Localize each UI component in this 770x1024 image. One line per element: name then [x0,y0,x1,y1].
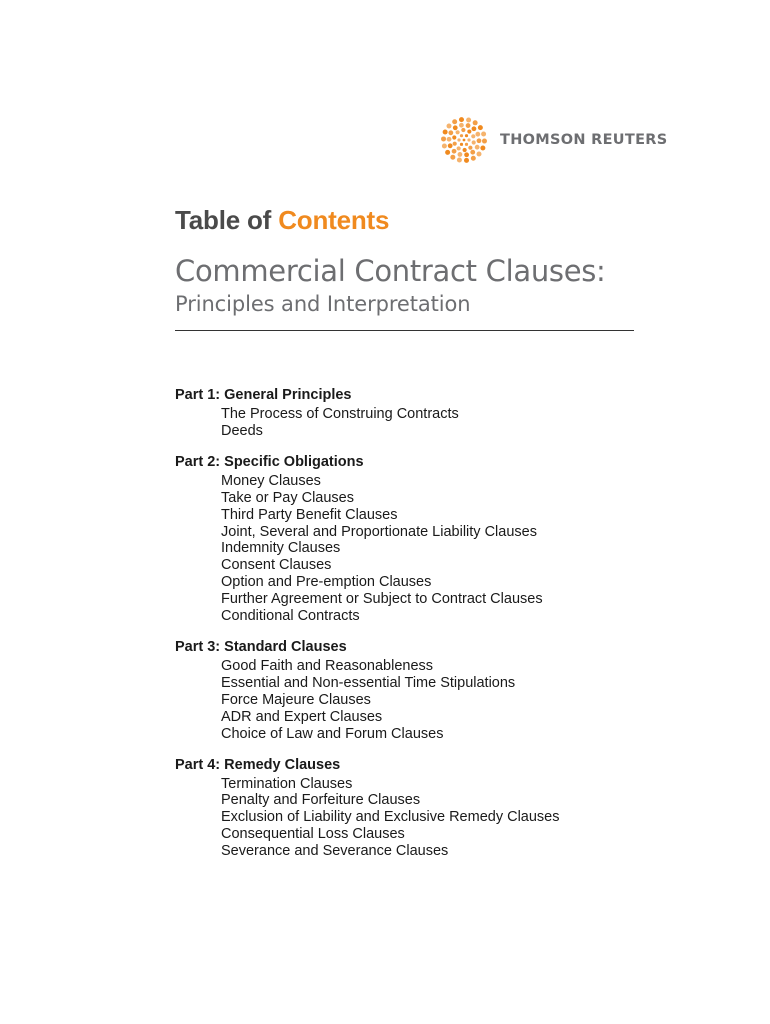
book-subtitle: Principles and Interpretation [175,292,471,316]
toc-part [175,756,735,861]
part-item-list [175,776,735,861]
part-title: Part 4: Remedy Clauses [175,756,341,773]
toc-heading-accent: Contents [278,205,390,235]
toc-entry: Deeds [221,422,263,439]
book-title: Commercial Contract Clauses: [175,254,606,288]
toc-entry: Indemnity Clauses [221,540,341,557]
table-of-contents [175,386,735,873]
toc-entry: Take or Pay Clauses [221,489,354,506]
part-title: Part 3: Standard Clauses [175,638,347,655]
thomson-reuters-logo [438,116,667,164]
part-item-list [175,406,735,440]
toc-entry: ADR and Expert Clauses [221,708,383,725]
toc-entry: Essential and Non-essential Time Stipulations [221,674,516,691]
toc-entry: Choice of Law and Forum Clauses [221,725,444,742]
toc-entry: Further Agreement or Subject to Contract Clauses [221,591,543,608]
toc-part [175,386,735,440]
part-title: Part 2: Specific Obligations [175,453,364,470]
toc-entry: The Process of Construing Contracts [221,406,459,422]
toc-part [175,453,735,625]
part-item-list [175,658,735,743]
toc-entry: Exclusion of Liability and Exclusive Remedy Clauses [221,809,560,826]
toc-entry: Force Majeure Clauses [221,691,371,708]
logo-text: THOMSON REUTERS [500,132,668,148]
title-divider [175,330,634,331]
toc-heading [175,205,389,236]
toc-entry: Conditional Contracts [221,608,360,625]
toc-entry: Money Clauses [221,472,321,489]
toc-entry: Third Party Benefit Clauses [221,506,398,523]
toc-entry: Severance and Severance Clauses [221,843,449,860]
toc-part [175,638,735,743]
toc-entry: Penalty and Forfeiture Clauses [221,792,421,809]
toc-entry: Joint, Several and Proportionate Liability Clauses [221,523,537,540]
toc-entry: Termination Clauses [221,775,353,792]
toc-entry: Option and Pre-emption Clauses [221,574,432,591]
part-item-list [175,473,735,625]
toc-entry: Consequential Loss Clauses [221,826,405,843]
thomson-reuters-logo-icon [438,114,490,166]
toc-heading-prefix: Table of [175,205,272,235]
toc-entry: Consent Clauses [221,557,332,574]
part-title: Part 1: General Principles [175,387,352,403]
toc-entry: Good Faith and Reasonableness [221,657,434,674]
